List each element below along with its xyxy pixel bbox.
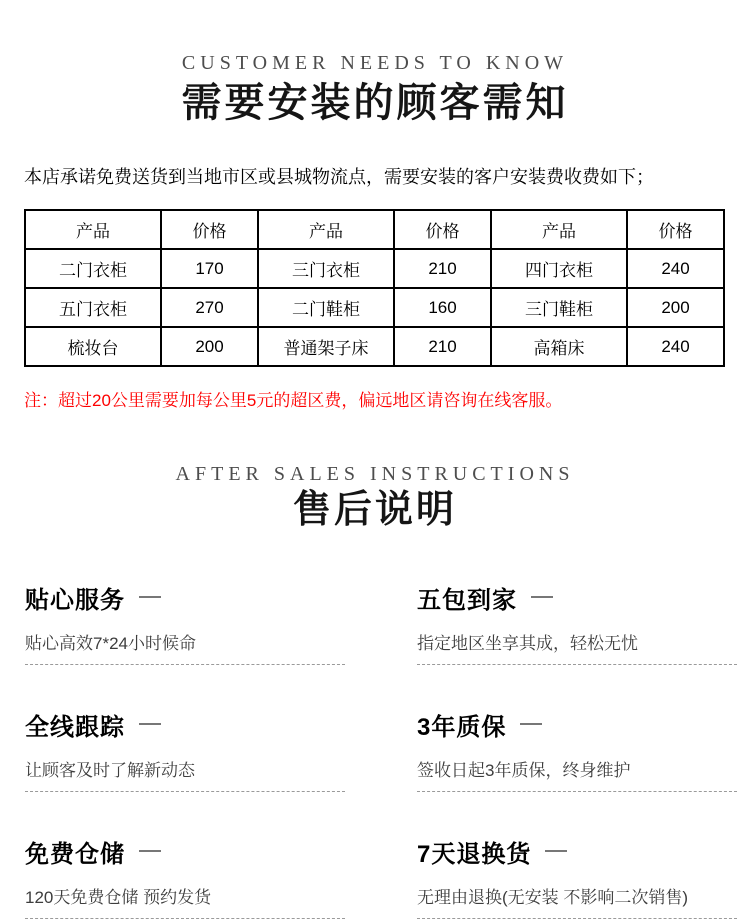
table-cell-product: 梳妆台: [25, 327, 161, 366]
table-cell-product: 二门鞋柜: [258, 288, 394, 327]
install-section-subtitle-en: CUSTOMER NEEDS TO KNOW: [181, 52, 569, 74]
table-cell-price: 240: [627, 327, 724, 366]
table-cell-product: 四门衣柜: [491, 249, 627, 288]
table-header-cell: 产品: [258, 210, 394, 249]
service-item-five-guarantees: [417, 580, 737, 665]
service-item-title: 免费仓储: [25, 840, 125, 868]
table-cell-price: 270: [161, 288, 258, 327]
table-cell-product: 二门衣柜: [25, 249, 161, 288]
dash-icon: [545, 850, 567, 852]
service-items-grid: [25, 580, 750, 919]
table-cell-product: 三门衣柜: [258, 249, 394, 288]
installation-fee-table: [24, 209, 725, 367]
dash-icon: [139, 723, 161, 725]
service-item-title: 全线跟踪: [25, 713, 125, 741]
table-cell-price: 170: [161, 249, 258, 288]
service-item-desc: 签收日起3年质保，终身维护: [417, 756, 737, 792]
dash-icon: [520, 723, 542, 725]
table-row: [25, 288, 724, 327]
table-header-cell: 价格: [627, 210, 724, 249]
install-notice-section: [0, 0, 750, 413]
service-item-title: 贴心服务: [25, 586, 125, 614]
service-item-desc: 120天免费仓储 预约发货: [25, 883, 345, 919]
service-item-title: 7天退换货: [417, 840, 532, 868]
dash-icon: [139, 850, 161, 852]
service-item-desc: 贴心高效7*24小时候命: [25, 629, 345, 665]
service-item-7day-return: [417, 834, 737, 919]
service-item-full-tracking: [25, 707, 345, 792]
table-cell-price: 200: [161, 327, 258, 366]
delivery-policy-text: 本店承诺免费送货到当地市区或县城物流点，需要安装的客户安装费收费如下；: [24, 167, 654, 187]
table-header-cell: 产品: [491, 210, 627, 249]
service-item-caring-service: [25, 580, 345, 665]
table-cell-product: 普通架子床: [258, 327, 394, 366]
table-cell-price: 240: [627, 249, 724, 288]
dash-icon: [531, 596, 553, 598]
table-row: [25, 327, 724, 366]
table-cell-product: 高箱床: [491, 327, 627, 366]
table-cell-product: 五门衣柜: [25, 288, 161, 327]
service-item-3year-warranty: [417, 707, 737, 792]
aftersales-section-subtitle-en: AFTER SALES INSTRUCTIONS: [175, 463, 575, 485]
table-header-cell: 产品: [25, 210, 161, 249]
after-sales-section: [0, 463, 750, 919]
service-item-title: 3年质保: [417, 713, 507, 741]
table-header-row: [25, 210, 724, 249]
table-cell-price: 210: [394, 327, 491, 366]
table-cell-price: 210: [394, 249, 491, 288]
table-header-cell: 价格: [394, 210, 491, 249]
install-section-title: 需要安装的顾客需知: [181, 80, 569, 125]
service-item-desc: 指定地区坐享其成，轻松无忧: [417, 629, 737, 665]
dash-icon: [139, 596, 161, 598]
table-row: [25, 249, 724, 288]
service-item-desc: 让顾客及时了解新动态: [25, 756, 345, 792]
service-item-title: 五包到家: [417, 586, 517, 614]
table-cell-product: 三门鞋柜: [491, 288, 627, 327]
table-header-cell: 价格: [161, 210, 258, 249]
service-item-desc: 无理由退换(无安装 不影响二次销售): [417, 883, 737, 919]
table-cell-price: 160: [394, 288, 491, 327]
surcharge-note: 注：超过20公里需要加每公里5元的超区费，偏远地区请咨询在线客服。: [24, 391, 563, 410]
aftersales-section-title: 售后说明: [292, 489, 457, 531]
service-item-free-storage: [25, 834, 345, 919]
table-cell-price: 200: [627, 288, 724, 327]
